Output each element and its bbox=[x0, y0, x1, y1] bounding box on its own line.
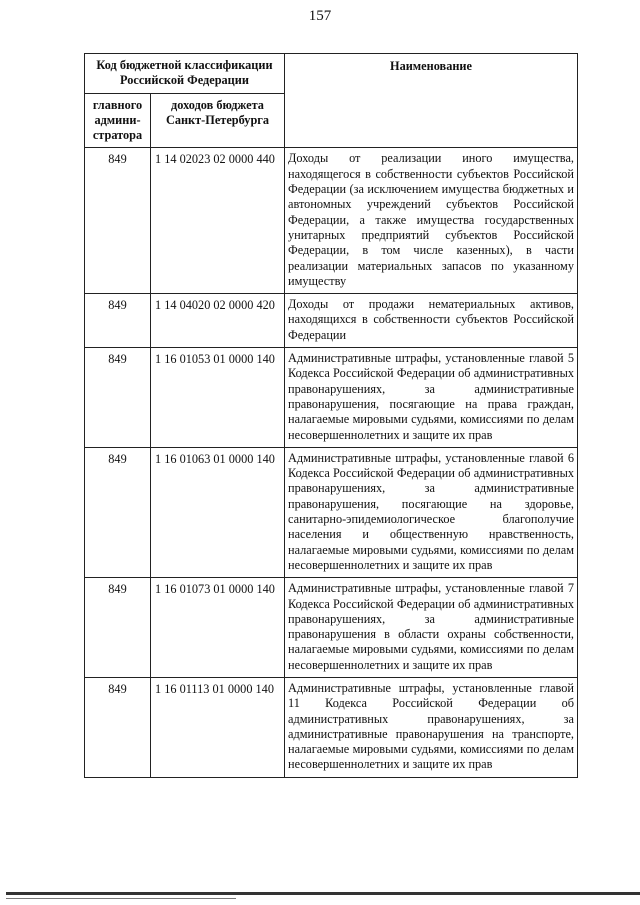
table-row bbox=[85, 578, 578, 678]
table-row bbox=[85, 677, 578, 777]
table-row bbox=[85, 348, 578, 448]
header-income: доходов бюджета Санкт-Петербурга bbox=[151, 93, 285, 148]
income-code-cell: 1 16 01073 01 0000 140 bbox=[151, 578, 285, 678]
name-cell: Доходы от продажи нематериальных активов, находящихся в собственности субъектов Российской Федерации bbox=[285, 294, 578, 348]
name-cell: Административные штрафы, установленные главой 7 Кодекса Российской Федерации об административных правонарушениях, за административные правонарушения в области охраны собственности, налагаемые мировыми судьями, комиссиями по делам несовершеннолетних и защите их прав bbox=[285, 578, 578, 678]
admin-code-cell: 849 bbox=[85, 148, 151, 294]
page-number: 157 bbox=[308, 8, 332, 24]
table-row bbox=[85, 148, 578, 294]
header-row-1 bbox=[85, 54, 578, 94]
name-cell: Административные штрафы, установленные главой 5 Кодекса Российской Федерации об административных правонарушениях, за административные правонарушения, посягающие на права граждан, налагаемые мировыми судьями, комиссиями по делам несовершеннолетних и защите их прав bbox=[285, 348, 578, 448]
admin-code-cell: 849 bbox=[85, 294, 151, 348]
header-admin: главного админи-стратора bbox=[85, 93, 151, 148]
name-cell: Административные штрафы, установленные главой 6 Кодекса Российской Федерации об административных правонарушениях, за административные правонарушения, посягающие на здоровье, санитарно-эпидемиологическое благополучие населения и общественную нравственность, налагаемые мировыми судьями, комиссиями по делам несовершеннолетних и защите их прав bbox=[285, 447, 578, 577]
admin-code-cell: 849 bbox=[85, 447, 151, 577]
admin-code-cell: 849 bbox=[85, 677, 151, 777]
name-cell: Административные штрафы, установленные главой 11 Кодекса Российской Федерации об административных правонарушениях, за административные правонарушения на транспорте, налагаемые мировыми судьями, комиссиями по делам несовершеннолетних и защите их прав bbox=[285, 677, 578, 777]
header-name: Наименование bbox=[285, 54, 578, 148]
table-row bbox=[85, 447, 578, 577]
income-code-cell: 1 16 01113 01 0000 140 bbox=[151, 677, 285, 777]
budget-code-table bbox=[84, 53, 578, 778]
income-code-cell: 1 14 04020 02 0000 420 bbox=[151, 294, 285, 348]
income-code-cell: 1 16 01053 01 0000 140 bbox=[151, 348, 285, 448]
scan-edge-line bbox=[6, 892, 640, 895]
admin-code-cell: 849 bbox=[85, 578, 151, 678]
name-cell: Доходы от реализации иного имущества, находящегося в собственности субъектов Российской Федерации (за исключением имущества бюджетных и автономных учреждений субъектов Российской Федерации, а также имущества государственных унитарных предприятий субъектов Российской Федерации, в том числе казенных), в части реализации материальных запасов по указанному имуществу bbox=[285, 148, 578, 294]
table-row bbox=[85, 294, 578, 348]
header-code-group: Код бюджетной классификации Российской Федерации bbox=[85, 54, 285, 94]
income-code-cell: 1 14 02023 02 0000 440 bbox=[151, 148, 285, 294]
income-code-cell: 1 16 01063 01 0000 140 bbox=[151, 447, 285, 577]
scan-edge-line-secondary bbox=[6, 898, 236, 899]
admin-code-cell: 849 bbox=[85, 348, 151, 448]
